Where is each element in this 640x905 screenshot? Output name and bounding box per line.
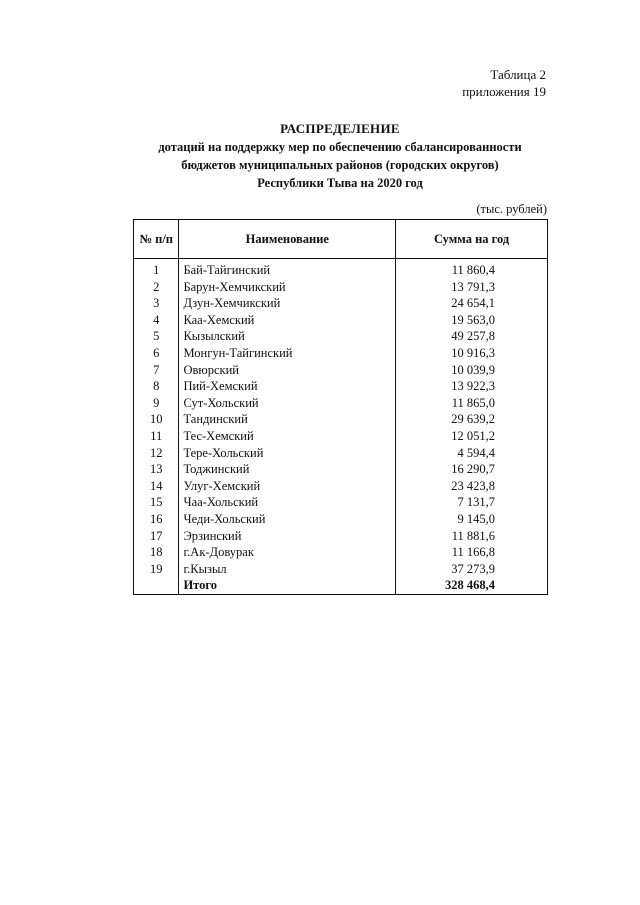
- header-number: № п/п: [134, 220, 179, 259]
- row-sum: 13 791,3: [396, 279, 548, 296]
- header-name: Наименование: [179, 220, 396, 259]
- table-total-row: [134, 577, 548, 594]
- row-number: 6: [134, 345, 179, 362]
- table-row: [134, 511, 548, 528]
- table-row: [134, 395, 548, 412]
- table-row: [134, 544, 548, 561]
- title-line-1: дотаций на поддержку мер по обеспечению сбалансированности: [158, 140, 522, 154]
- row-number: 19: [134, 561, 179, 578]
- row-name: Тандинский: [179, 411, 396, 428]
- title-heading: РАСПРЕДЕЛЕНИЕ: [280, 121, 400, 136]
- row-number: 18: [134, 544, 179, 561]
- distribution-table: [133, 219, 548, 595]
- table-row: [134, 528, 548, 545]
- table-row: [134, 312, 548, 329]
- total-label: Итого: [179, 577, 396, 594]
- row-name: Тоджинский: [179, 461, 396, 478]
- row-number: 12: [134, 445, 179, 462]
- row-sum: 11 860,4: [396, 259, 548, 279]
- row-name: Чаа-Хольский: [179, 494, 396, 511]
- row-name: Овюрский: [179, 362, 396, 379]
- table-row: [134, 445, 548, 462]
- row-number: 11: [134, 428, 179, 445]
- row-number: 10: [134, 411, 179, 428]
- row-name: Тере-Хольский: [179, 445, 396, 462]
- row-number: 14: [134, 478, 179, 495]
- row-sum: 10 916,3: [396, 345, 548, 362]
- row-name: г.Кызыл: [179, 561, 396, 578]
- row-sum: 24 654,1: [396, 295, 548, 312]
- row-sum: 11 865,0: [396, 395, 548, 412]
- table-reference: Таблица 2: [490, 67, 546, 82]
- row-name: Дзун-Хемчикский: [179, 295, 396, 312]
- row-name: Улуг-Хемский: [179, 478, 396, 495]
- table-row: [134, 478, 548, 495]
- row-number: 7: [134, 362, 179, 379]
- row-sum: 11 166,8: [396, 544, 548, 561]
- row-sum: 29 639,2: [396, 411, 548, 428]
- row-name: Монгун-Тайгинский: [179, 345, 396, 362]
- table-row: [134, 295, 548, 312]
- row-name: Барун-Хемчикский: [179, 279, 396, 296]
- row-name: г.Ак-Довурак: [179, 544, 396, 561]
- row-number: 3: [134, 295, 179, 312]
- table-row: [134, 345, 548, 362]
- row-number: 16: [134, 511, 179, 528]
- row-sum: 12 051,2: [396, 428, 548, 445]
- table-row: [134, 411, 548, 428]
- row-number: 9: [134, 395, 179, 412]
- row-sum: 9 145,0: [396, 511, 548, 528]
- row-sum: 4 594,4: [396, 445, 548, 462]
- title-line-2: бюджетов муниципальных районов (городских округов): [181, 158, 499, 172]
- table-header-row: [134, 220, 548, 259]
- row-name: Сут-Хольский: [179, 395, 396, 412]
- table-row: [134, 279, 548, 296]
- row-name: Чеди-Хольский: [179, 511, 396, 528]
- row-sum: 16 290,7: [396, 461, 548, 478]
- row-number: 15: [134, 494, 179, 511]
- table-body: [134, 259, 548, 595]
- row-sum: 37 273,9: [396, 561, 548, 578]
- table-row: [134, 259, 548, 279]
- row-name: Каа-Хемский: [179, 312, 396, 329]
- row-sum: 7 131,7: [396, 494, 548, 511]
- total-sum: 328 468,4: [396, 577, 548, 594]
- row-name: Пий-Хемский: [179, 378, 396, 395]
- row-sum: 23 423,8: [396, 478, 548, 495]
- row-number: 5: [134, 328, 179, 345]
- table-row: [134, 362, 548, 379]
- table-row: [134, 428, 548, 445]
- table-row: [134, 561, 548, 578]
- row-name: Тес-Хемский: [179, 428, 396, 445]
- row-sum: 19 563,0: [396, 312, 548, 329]
- title-line-3: Республики Тыва на 2020 год: [257, 176, 423, 190]
- row-number: 17: [134, 528, 179, 545]
- row-name: Бай-Тайгинский: [179, 259, 396, 279]
- row-sum: 11 881,6: [396, 528, 548, 545]
- table-row: [134, 494, 548, 511]
- row-number: 2: [134, 279, 179, 296]
- row-number: 1: [134, 259, 179, 279]
- row-name: Эрзинский: [179, 528, 396, 545]
- row-sum: 10 039,9: [396, 362, 548, 379]
- total-number-cell: [134, 577, 179, 594]
- units-label: (тыс. рублей): [476, 202, 547, 216]
- row-sum: 13 922,3: [396, 378, 548, 395]
- row-number: 4: [134, 312, 179, 329]
- document-title: [90, 120, 590, 192]
- row-name: Кызылский: [179, 328, 396, 345]
- table-row: [134, 328, 548, 345]
- appendix-reference: приложения 19: [462, 84, 546, 99]
- row-sum: 49 257,8: [396, 328, 548, 345]
- header-sum: Сумма на год: [396, 220, 548, 259]
- table-row: [134, 378, 548, 395]
- row-number: 8: [134, 378, 179, 395]
- row-number: 13: [134, 461, 179, 478]
- table-row: [134, 461, 548, 478]
